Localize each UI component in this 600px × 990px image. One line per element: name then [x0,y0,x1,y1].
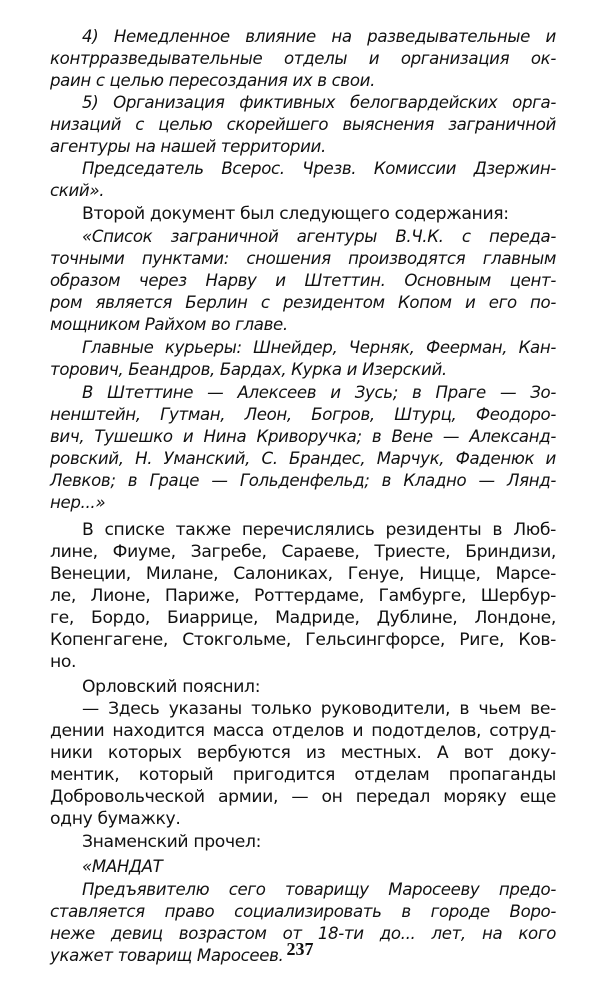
text-line: В Штеттине — Алексеев и Зусь; в Праге — Зо- [82,383,556,402]
text-line: ский». [50,181,105,200]
text-line: лине, Фиуме, Загребе, Сараеве, Триесте, Бриндизи, [50,542,556,562]
text-line: одну бумажку. [50,809,181,829]
text-line: 4) Немедленное влияние на разведывательные и [82,27,556,46]
text-line: точными пунктами: сношения производятся главным [50,249,556,268]
text-line: Копенгагене, Стокгольме, Гельсингфорсе, Риге, Ков- [50,630,556,650]
text-line: торович, Беандров, Бардах, Курка и Изерский. [50,360,447,379]
text-line: но. [50,652,77,672]
text-line: Главные курьеры: Шнейдер, Черняк, Феерман, Кан- [82,338,556,357]
text-line: укажет товарищ Маросеев. [50,946,284,965]
text-line: раин с целью пересоздания их в свои. [50,71,376,90]
text-line: Предъявителю сего товарищу Маросееву предо- [82,880,556,899]
text-line: ге, Бордо, Биаррице, Мадриде, Дублине, Лондоне, [50,608,556,628]
text-line: ненштейн, Гутман, Леон, Богров, Штурц, Феодоро- [50,405,556,424]
page-number: 237 [286,939,314,959]
text-line: ром является Берлин с резидентом Копом и его по- [50,293,556,312]
text-line: Второй документ был следующего содержания: [82,204,509,224]
text-line: образом через Нарву и Штеттин. Основным цент- [50,271,556,290]
text-line: низаций с целью скорейшего выяснения заграничной [50,115,556,134]
text-line: мощником Райхом во главе. [50,315,288,334]
text-line: ментик, который пригодится отделам пропаганды [50,765,556,785]
text-line: Знаменский прочел: [82,832,262,852]
text-line: неже девиц возрастом от 18-ти до... лет, на кого [50,924,556,943]
text-line: Левков; в Граце — Гольденфельд; в Кладно — Лянд- [50,471,556,490]
text-line: вич, Тушешко и Нина Криворучка; в Вене — Александ- [50,427,556,446]
text-line: В списке также перечислялись резиденты в Люб- [82,520,556,540]
text-line: нер...» [50,493,106,512]
text-line: — Здесь указаны только руководители, в чьем ве- [82,699,556,719]
text-line: Добровольческой армии, — он передал моряку еще [50,787,556,807]
text-line: ровский, Н. Уманский, С. Брандес, Марчук, Фаденюк и [50,449,556,468]
text-line: Председатель Всерос. Чрезв. Комиссии Дзержин- [82,159,556,178]
text-line: Орловский пояснил: [82,677,261,697]
text-line: агентуры на нашей территории. [50,137,326,156]
text-line: «МАНДАТ [82,857,163,876]
text-line: дении находится масса отделов и подотделов, сотруд- [50,721,556,741]
text-line: 5) Организация фиктивных белогвардейских орга- [82,93,556,112]
text-line: ники которых вербуются из местных. А вот доку- [50,743,556,763]
text-line: ле, Лионе, Париже, Роттердаме, Гамбурге, Шербур- [50,586,556,606]
text-line: контрразведывательные отделы и организация ок- [50,49,556,68]
text-line: Венеции, Милане, Салониках, Генуе, Ницце, Марсе- [50,564,556,584]
text-line: ставляется право социализировать в городе Воро- [50,902,556,921]
text-line: «Список заграничной агентуры В.Ч.К. с переда- [82,227,556,246]
